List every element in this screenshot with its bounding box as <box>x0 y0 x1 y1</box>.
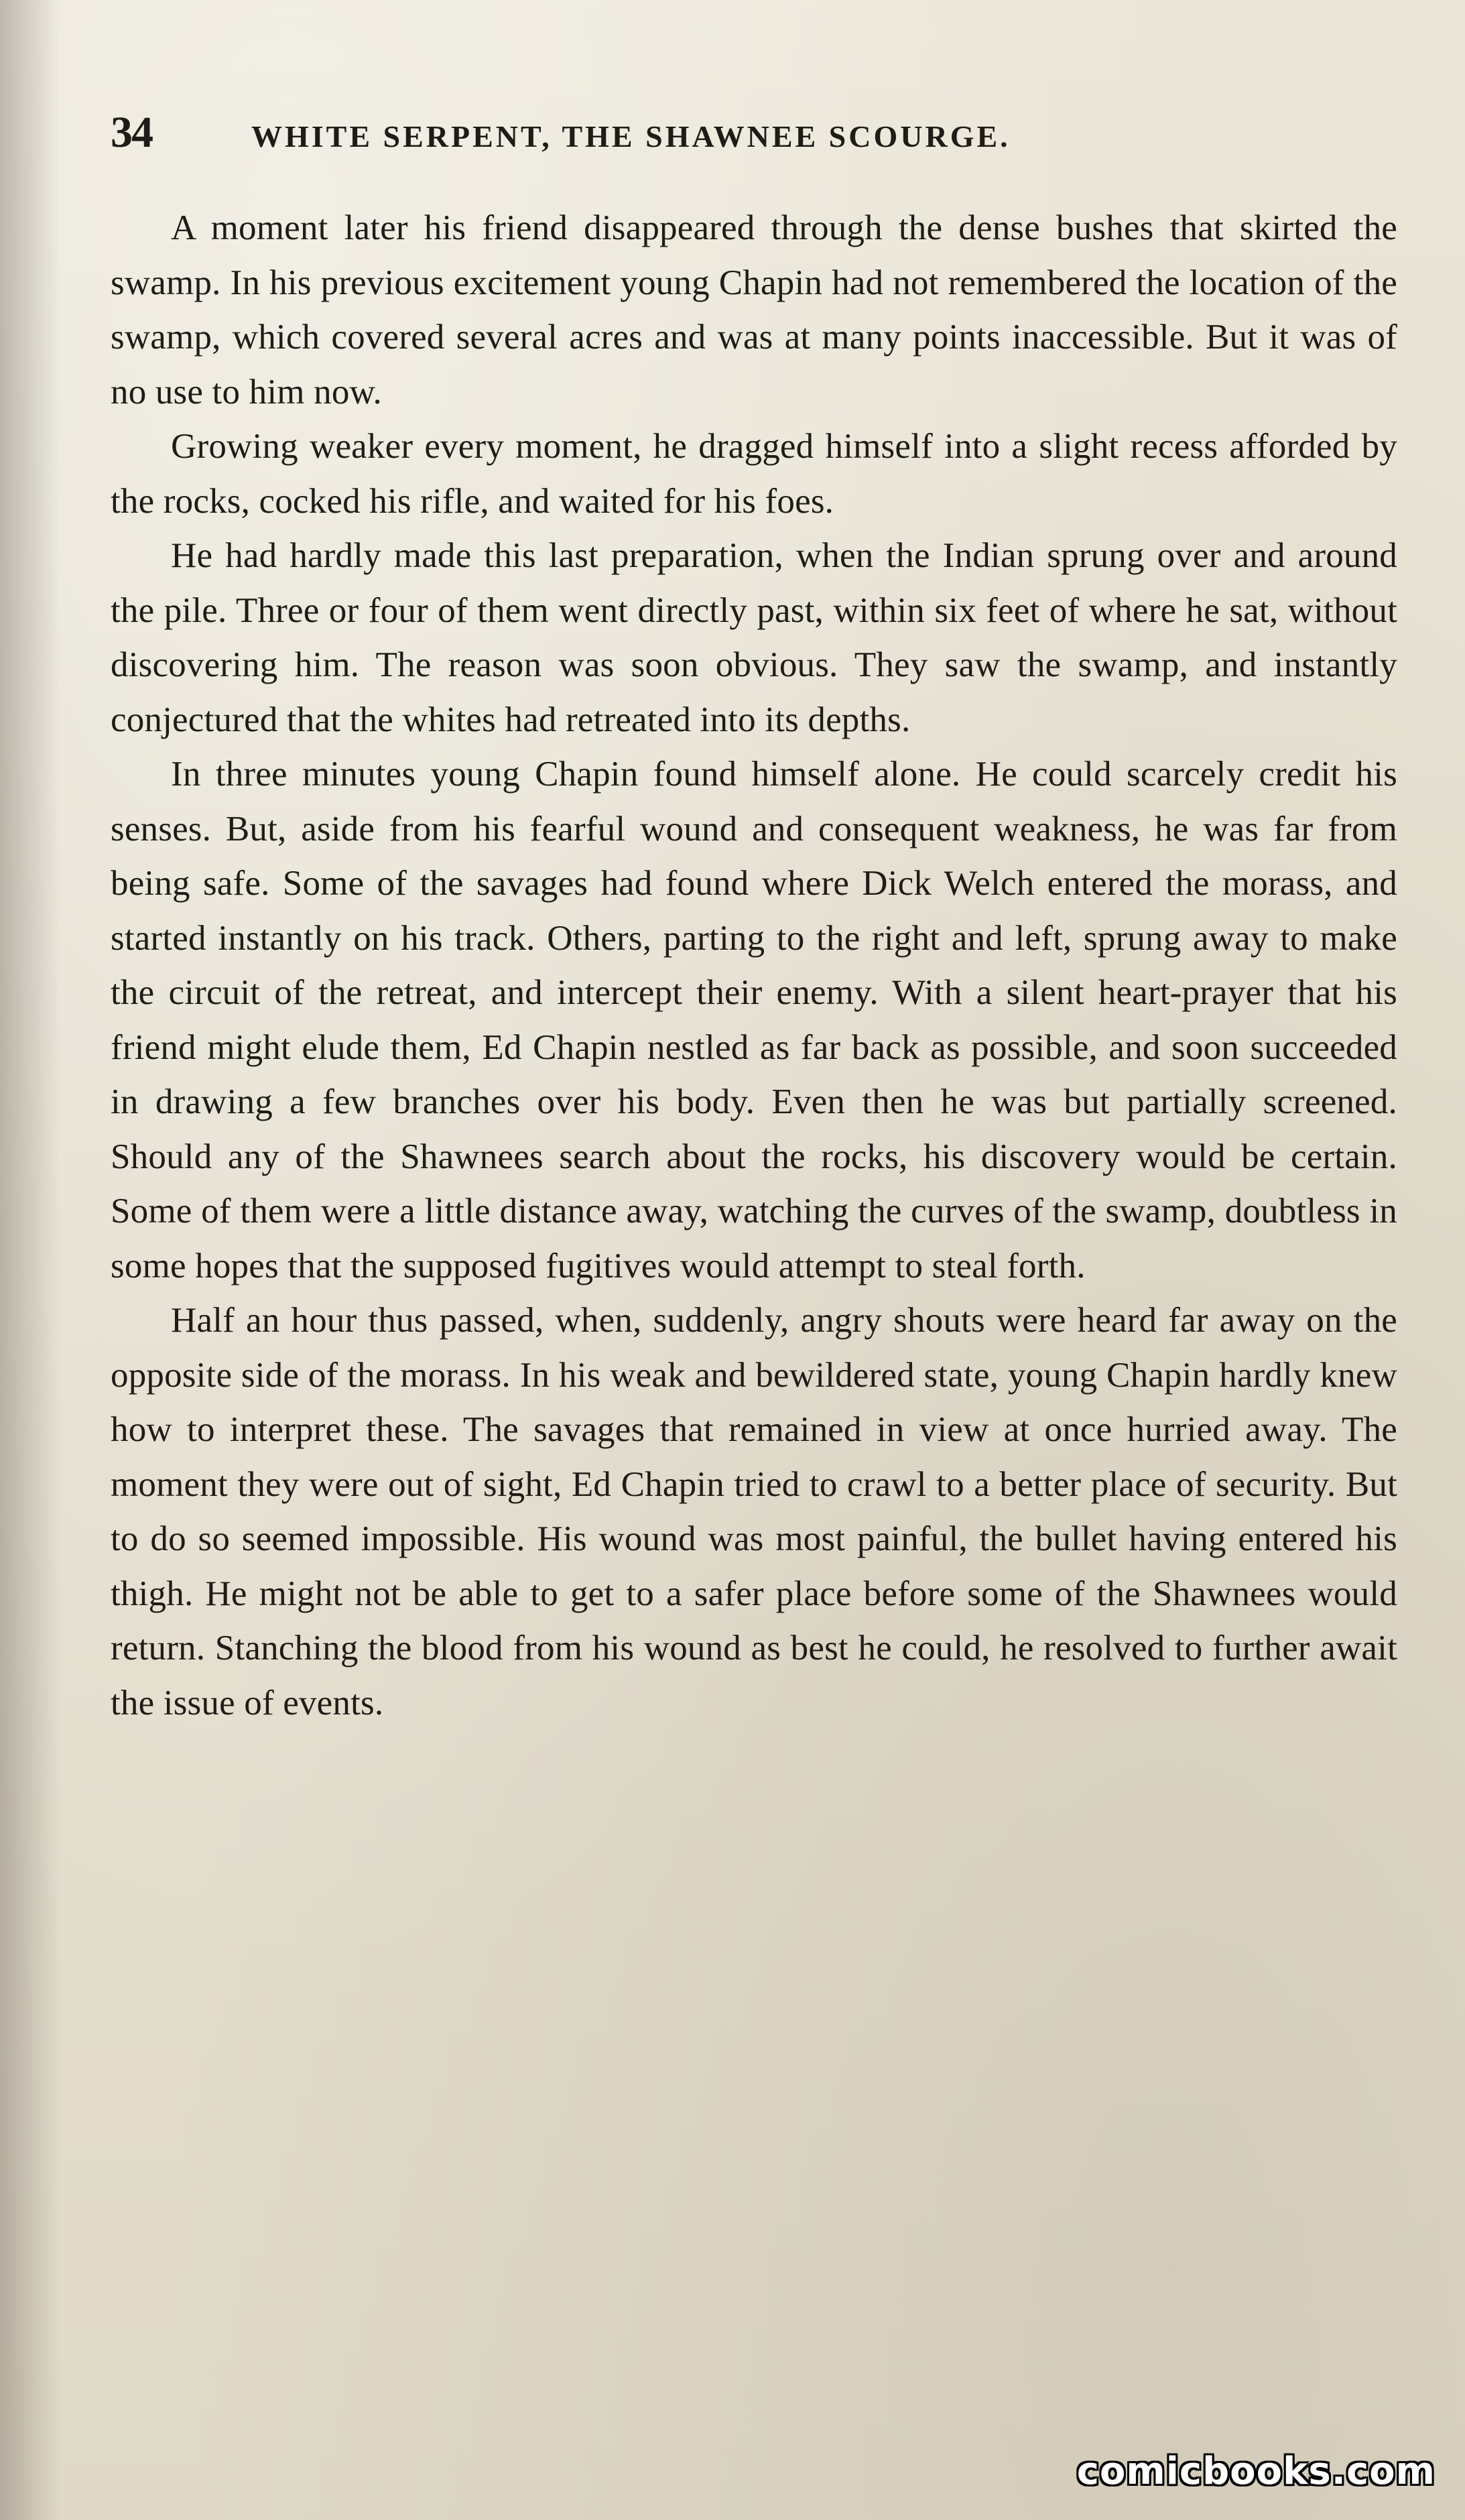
running-head <box>111 107 1417 168</box>
paragraph: In three minutes young Chapin found himself alone. He could scarcely credit his senses. But, aside from his fearful wound and consequent weakness, he was far from being safe. Some of the savages had found where Dick Welch entered the morass, and started instantly on his track. Others, parting to the right and left, sprung away to make the circuit of the retreat, and intercept their enemy. With a silent heart-prayer that his friend might elude them, Ed Chapin nestled as far back as possible, and soon succeeded in drawing a few branches over his body. Even then he was but partially screened. Should any of the Shawnees search about the rocks, his discovery would be certain. Some of them were a little distance away, watching the curves of the swamp, doubtless in some hopes that the supposed fugitives would attempt to steal forth. <box>111 755 1397 1285</box>
paragraph: A moment later his friend disappeared through the dense bushes that skirted the swamp. In his previous excitement young Chapin had not remembered the location of the swamp, which covered several acres and was at many points inaccessible. But it was of no use to him now. <box>111 208 1397 412</box>
site-watermark: comicbooks.com <box>1076 2450 1436 2493</box>
body-text <box>111 201 1397 1730</box>
page-number: 34 <box>111 108 152 157</box>
running-title: WHITE SERPENT, THE SHAWNEE SCOURGE. <box>251 119 1011 153</box>
paragraph: Half an hour thus passed, when, suddenly, angry shouts were heard far away on the opposite side of the morass. In his weak and bewildered state, young Chapin hardly knew how to interpret these. The savages that remained in view at once hurried away. The moment they were out of sight, Ed Chapin tried to crawl to a better place of security. But to do so seemed impossible. His wound was most painful, the bullet having entered his thigh. He might not be able to get to a safer place before some of the Shawnees would return. Stanching the blood from his wound as best he could, he resolved to further await the issue of events. <box>111 1301 1397 1722</box>
paragraph: He had hardly made this last preparation, when the Indian sprung over and around the pile. Three or four of them went directly past, within six feet of where he sat, without discovering him. The reason was soon obvious. They saw the swamp, and instantly conjectured that the whites had retreated into its depths. <box>111 536 1397 739</box>
page-gutter-shadow <box>0 0 60 2520</box>
paragraph: Growing weaker every moment, he dragged himself into a slight recess afforded by the rocks, cocked his rifle, and waited for his foes. <box>111 427 1397 521</box>
